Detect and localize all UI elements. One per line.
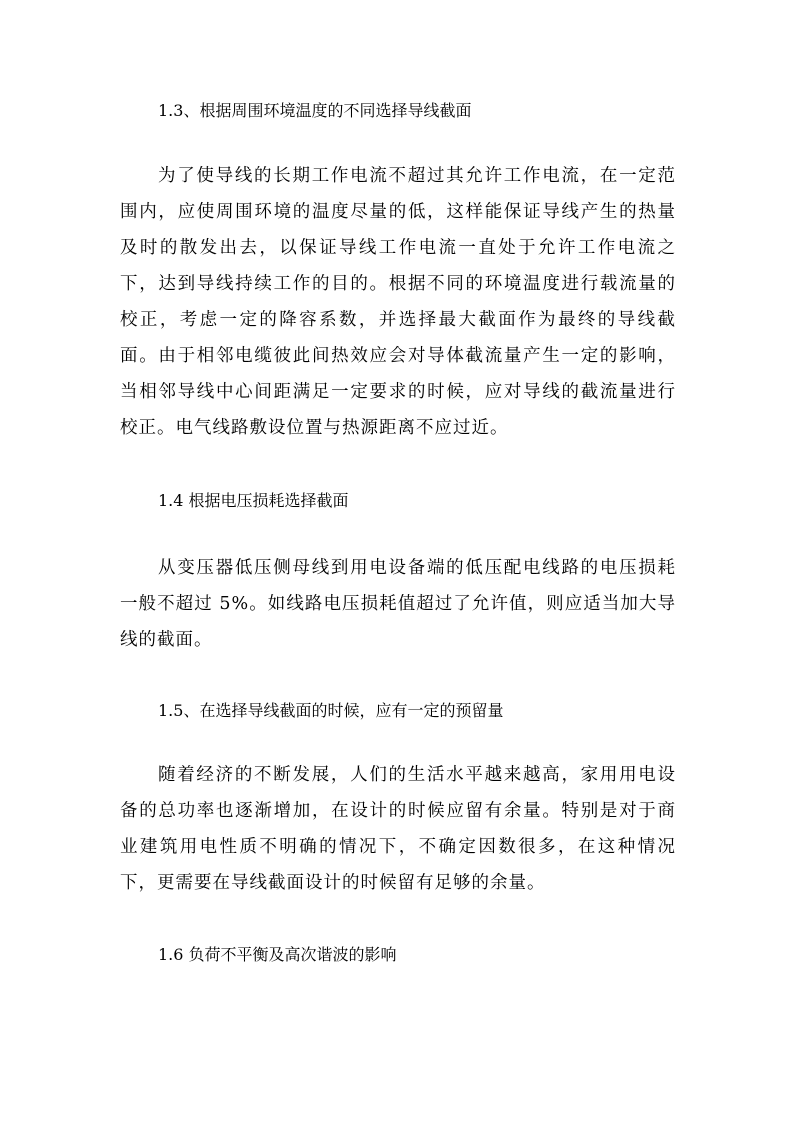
paragraph-line: 从变压器低压侧母线到用电设备端的低压配电线路的电压损耗 [158,558,676,578]
paragraph-line: 当相邻导线中心间距满足一定要求的时候，应对导线的截流量进行 [120,382,676,402]
paragraph-line: 校正。电气线路敷设位置与热源距离不应过近。 [120,418,509,438]
paragraph-line: 业建筑用电性质不明确的情况下，不确定因数很多，在这种情况 [120,837,676,857]
paragraph-line: 线的截面。 [120,630,213,650]
paragraph-line: 面。由于相邻电缆彼此间热效应会对导体截流量产生一定的影响， [120,346,676,366]
section-paragraph-1-5 [120,757,676,901]
section-paragraph-1-4 [120,550,676,658]
paragraph-line: 随着经济的不断发展，人们的生活水平越来越高，家用用电设 [158,765,676,785]
paragraph-line: 备的总功率也逐渐增加，在设计的时候应留有余量。特别是对于商 [120,801,676,821]
paragraph-line: 一般不超过 5%。如线路电压损耗值超过了允许值，则应适当加大导 [120,594,676,614]
section-paragraph-1-3 [120,158,676,446]
section-heading-1-5: 1.5、在选择导线截面的时候，应有一定的预留量 [158,701,504,720]
paragraph-line: 为了使导线的长期工作电流不超过其允许工作电流，在一定范 [158,166,676,186]
paragraph-line: 下，达到导线持续工作的目的。根据不同的环境温度进行载流量的 [120,274,676,294]
paragraph-line: 围内，应使周围环境的温度尽量的低，这样能保证导线产生的热量 [120,202,676,222]
paragraph-line: 及时的散发出去，以保证导线工作电流一直处于允许工作电流之 [120,238,676,258]
paragraph-line: 下，更需要在导线截面设计的时候留有足够的余量。 [120,873,546,893]
section-heading-1-6: 1.6 负荷不平衡及高次谐波的影响 [158,945,397,964]
section-heading-1-4: 1.4 根据电压损耗选择截面 [158,491,349,510]
section-heading-1-3: 1.3、根据周围环境温度的不同选择导线截面 [158,101,472,120]
paragraph-line: 校正，考虑一定的降容系数，并选择最大截面作为最终的导线截 [120,310,676,330]
